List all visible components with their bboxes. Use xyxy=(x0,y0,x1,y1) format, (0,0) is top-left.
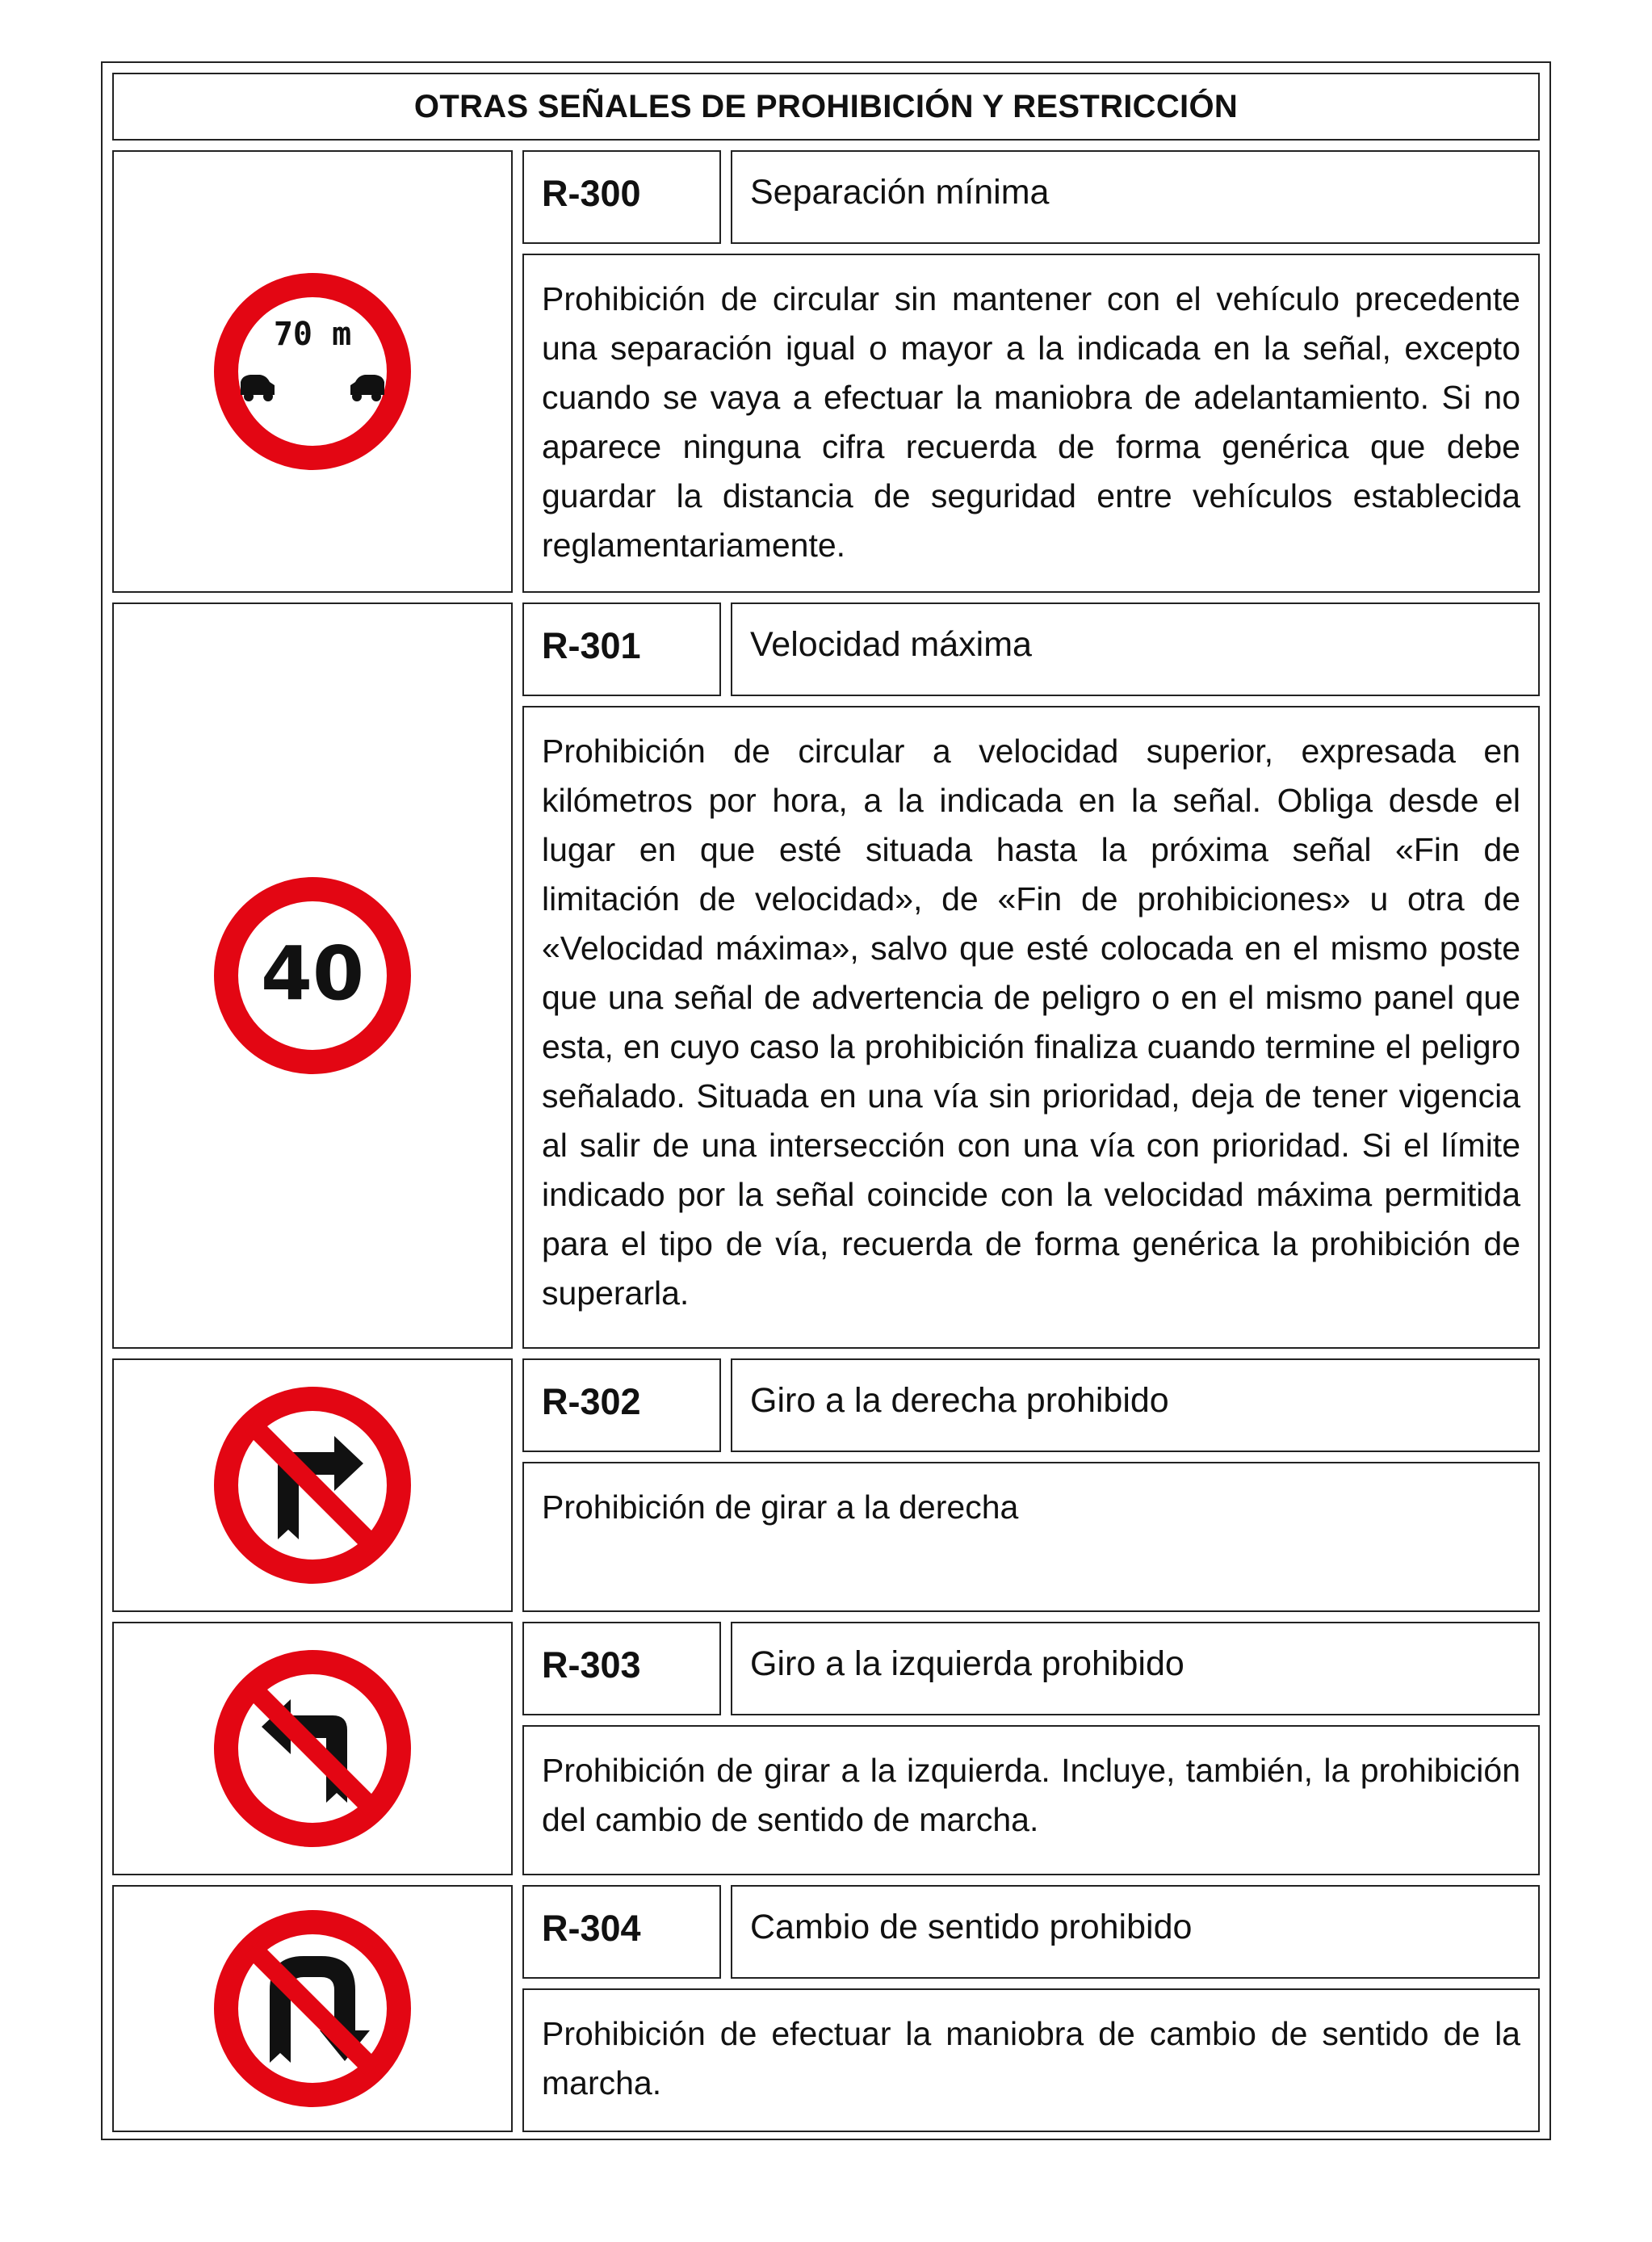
minimum-distance-sign-icon xyxy=(213,272,412,471)
sign-name: Giro a la izquierda prohibido xyxy=(731,1622,1540,1715)
sign-description: Prohibición de circular sin mantener con el vehículo precedente una separación igual o mayor a la indicada en la señal, excepto cuando se vaya a efectuar la maniobra de adelantamiento. Si no aparece ninguna cifra recuerda de forma genérica que debe guardar la distancia de seguridad entre vehículos establecida reglamentariamente. xyxy=(522,254,1540,593)
sign-code: R-304 xyxy=(522,1885,721,1979)
table-title: OTRAS SEÑALES DE PROHIBICIÓN Y RESTRICCIÓN xyxy=(112,73,1540,141)
no-left-turn-sign-icon xyxy=(213,1649,412,1848)
sign-code: R-300 xyxy=(522,150,721,244)
sign-code: R-302 xyxy=(522,1358,721,1452)
no-right-turn-sign-icon xyxy=(213,1386,412,1585)
sign-description: Prohibición de circular a velocidad superior, expresada en kilómetros por hora, a la indicada en la señal. Obliga desde el lugar en que esté situada hasta la próxima señal «Fin de limitación de velocidad», de «Fin de prohibiciones» u otra de «Velocidad máxima», salvo que esté colocada en el mismo poste que una señal de advertencia de peligro o en el mismo panel que esta, en cuyo caso la prohibición finaliza cuando termine el peligro señalado. Situada en una vía sin prioridad, deja de tener vigencia al salir de una intersección con una vía con prioridad. Si el límite indicado por la señal coincide con la velocidad máxima permitida para el tipo de vía, recuerda de forma genérica la prohibición de superarla. xyxy=(522,706,1540,1349)
sign-code: R-303 xyxy=(522,1622,721,1715)
sign-name: Cambio de sentido prohibido xyxy=(731,1885,1540,1979)
sign-description: Prohibición de efectuar la maniobra de cambio de sentido de la marcha. xyxy=(522,1988,1540,2132)
sign-cell-r300 xyxy=(112,150,513,593)
sign-description: Prohibición de girar a la derecha xyxy=(522,1462,1540,1612)
sign-cell-r304 xyxy=(112,1885,513,2132)
sign-cell-r301 xyxy=(112,602,513,1349)
speed-limit-sign-icon xyxy=(213,876,412,1075)
signs-table xyxy=(101,61,1551,2140)
sign-name: Velocidad máxima xyxy=(731,602,1540,696)
sign-cell-r302 xyxy=(112,1358,513,1612)
svg-text:40: 40 xyxy=(260,930,365,1017)
sign-name: Separación mínima xyxy=(731,150,1540,244)
sign-description: Prohibición de girar a la izquierda. Incluye, también, la prohibición del cambio de sentido de marcha. xyxy=(522,1725,1540,1875)
sign-name: Giro a la derecha prohibido xyxy=(731,1358,1540,1452)
svg-text:70 m: 70 m xyxy=(273,316,352,353)
sign-code: R-301 xyxy=(522,602,721,696)
sign-cell-r303 xyxy=(112,1622,513,1875)
no-u-turn-sign-icon xyxy=(213,1909,412,2108)
